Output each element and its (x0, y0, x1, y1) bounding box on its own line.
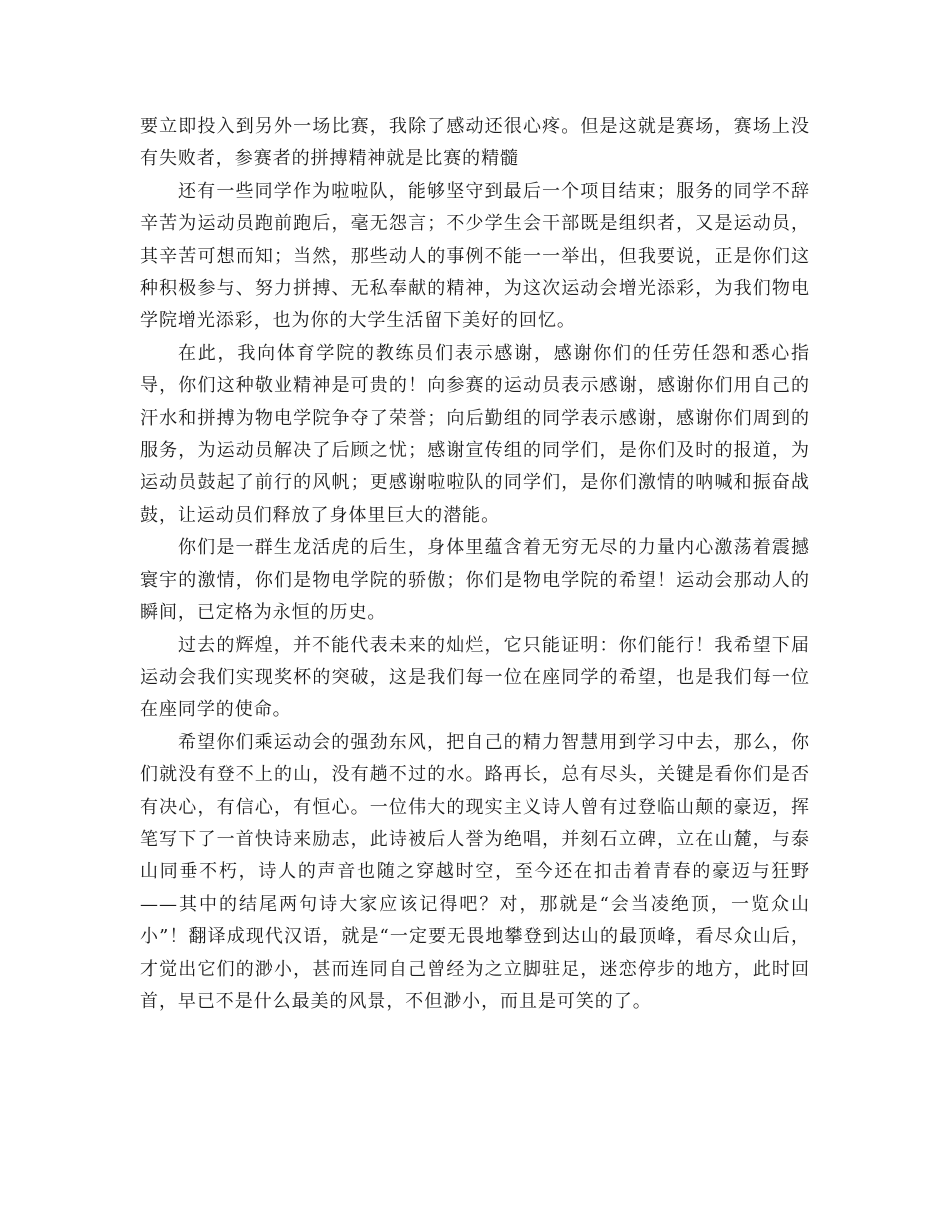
paragraph: 你们是一群生龙活虎的后生，身体里蕴含着无穷无尽的力量内心激荡着震撼寰宇的激情，你们是物电学院的骄傲；你们是物电学院的希望！运动会那动人的瞬间，已定格为永恒的历史。 (140, 537, 810, 624)
paragraph: 要立即投入到另外一场比赛，我除了感动还很心疼。但是这就是赛场，赛场上没有失败者，参赛者的拼搏精神就是比赛的精髓 (140, 116, 810, 170)
paragraph: 还有一些同学作为啦啦队，能够坚守到最后一个项目结束；服务的同学不辞辛苦为运动员跑前跑后，毫无怨言；不少学生会干部既是组织者，又是运动员，其辛苦可想而知；当然，那些动人的事例不能一一举出，但我要说，正是你们这种积极参与、努力拼搏、无私奉献的精神，为这次运动会增光添彩，为我们物电学院增光添彩，也为你的大学生活留下美好的回忆。 (140, 180, 810, 332)
paragraph: 在此，我向体育学院的教练员们表示感谢，感谢你们的任劳任怨和悉心指导，你们这种敬业精神是可贵的！向参赛的运动员表示感谢，感谢你们用自己的汗水和拼搏为物电学院争夺了荣誉；向后勤组的同学表示感谢，感谢你们周到的服务，为运动员解决了后顾之忧；感谢宣传组的同学们，是你们及时的报道，为运动员鼓起了前行的风帆；更感谢啦啦队的同学们，是你们激情的呐喊和振奋战鼓，让运动员们释放了身体里巨大的潜能。 (140, 342, 810, 526)
document-body (140, 111, 810, 1018)
paragraph: 过去的辉煌，并不能代表未来的灿烂，它只能证明：你们能行！我希望下届运动会我们实现奖杯的突破，这是我们每一位在座同学的希望，也是我们每一位在座同学的使命。 (140, 634, 810, 721)
paragraph: 希望你们乘运动会的强劲东风，把自己的精力智慧用到学习中去，那么，你们就没有登不上的山，没有趟不过的水。路再长，总有尽头，关键是看你们是否有决心，有信心，有恒心。一位伟大的现实主义诗人曾有过登临山颠的豪迈，挥笔写下了一首快诗来励志，此诗被后人誉为绝唱，并刻石立碑，立在山麓，与泰山同垂不朽，诗人的声音也随之穿越时空，至今还在扣击着青春的豪迈与狂野——其中的结尾两句诗大家应该记得吧？对，那就是“会当凌绝顶，一览众山小”！翻译成现代汉语，就是“一定要无畏地攀登到达山的最顶峰，看尽众山后，才觉出它们的渺小，甚而连同自己曾经为之立脚驻足，迷恋停步的地方，此时回首，早已不是什么最美的风景，不但渺小，而且是可笑的了。 (140, 731, 810, 1012)
